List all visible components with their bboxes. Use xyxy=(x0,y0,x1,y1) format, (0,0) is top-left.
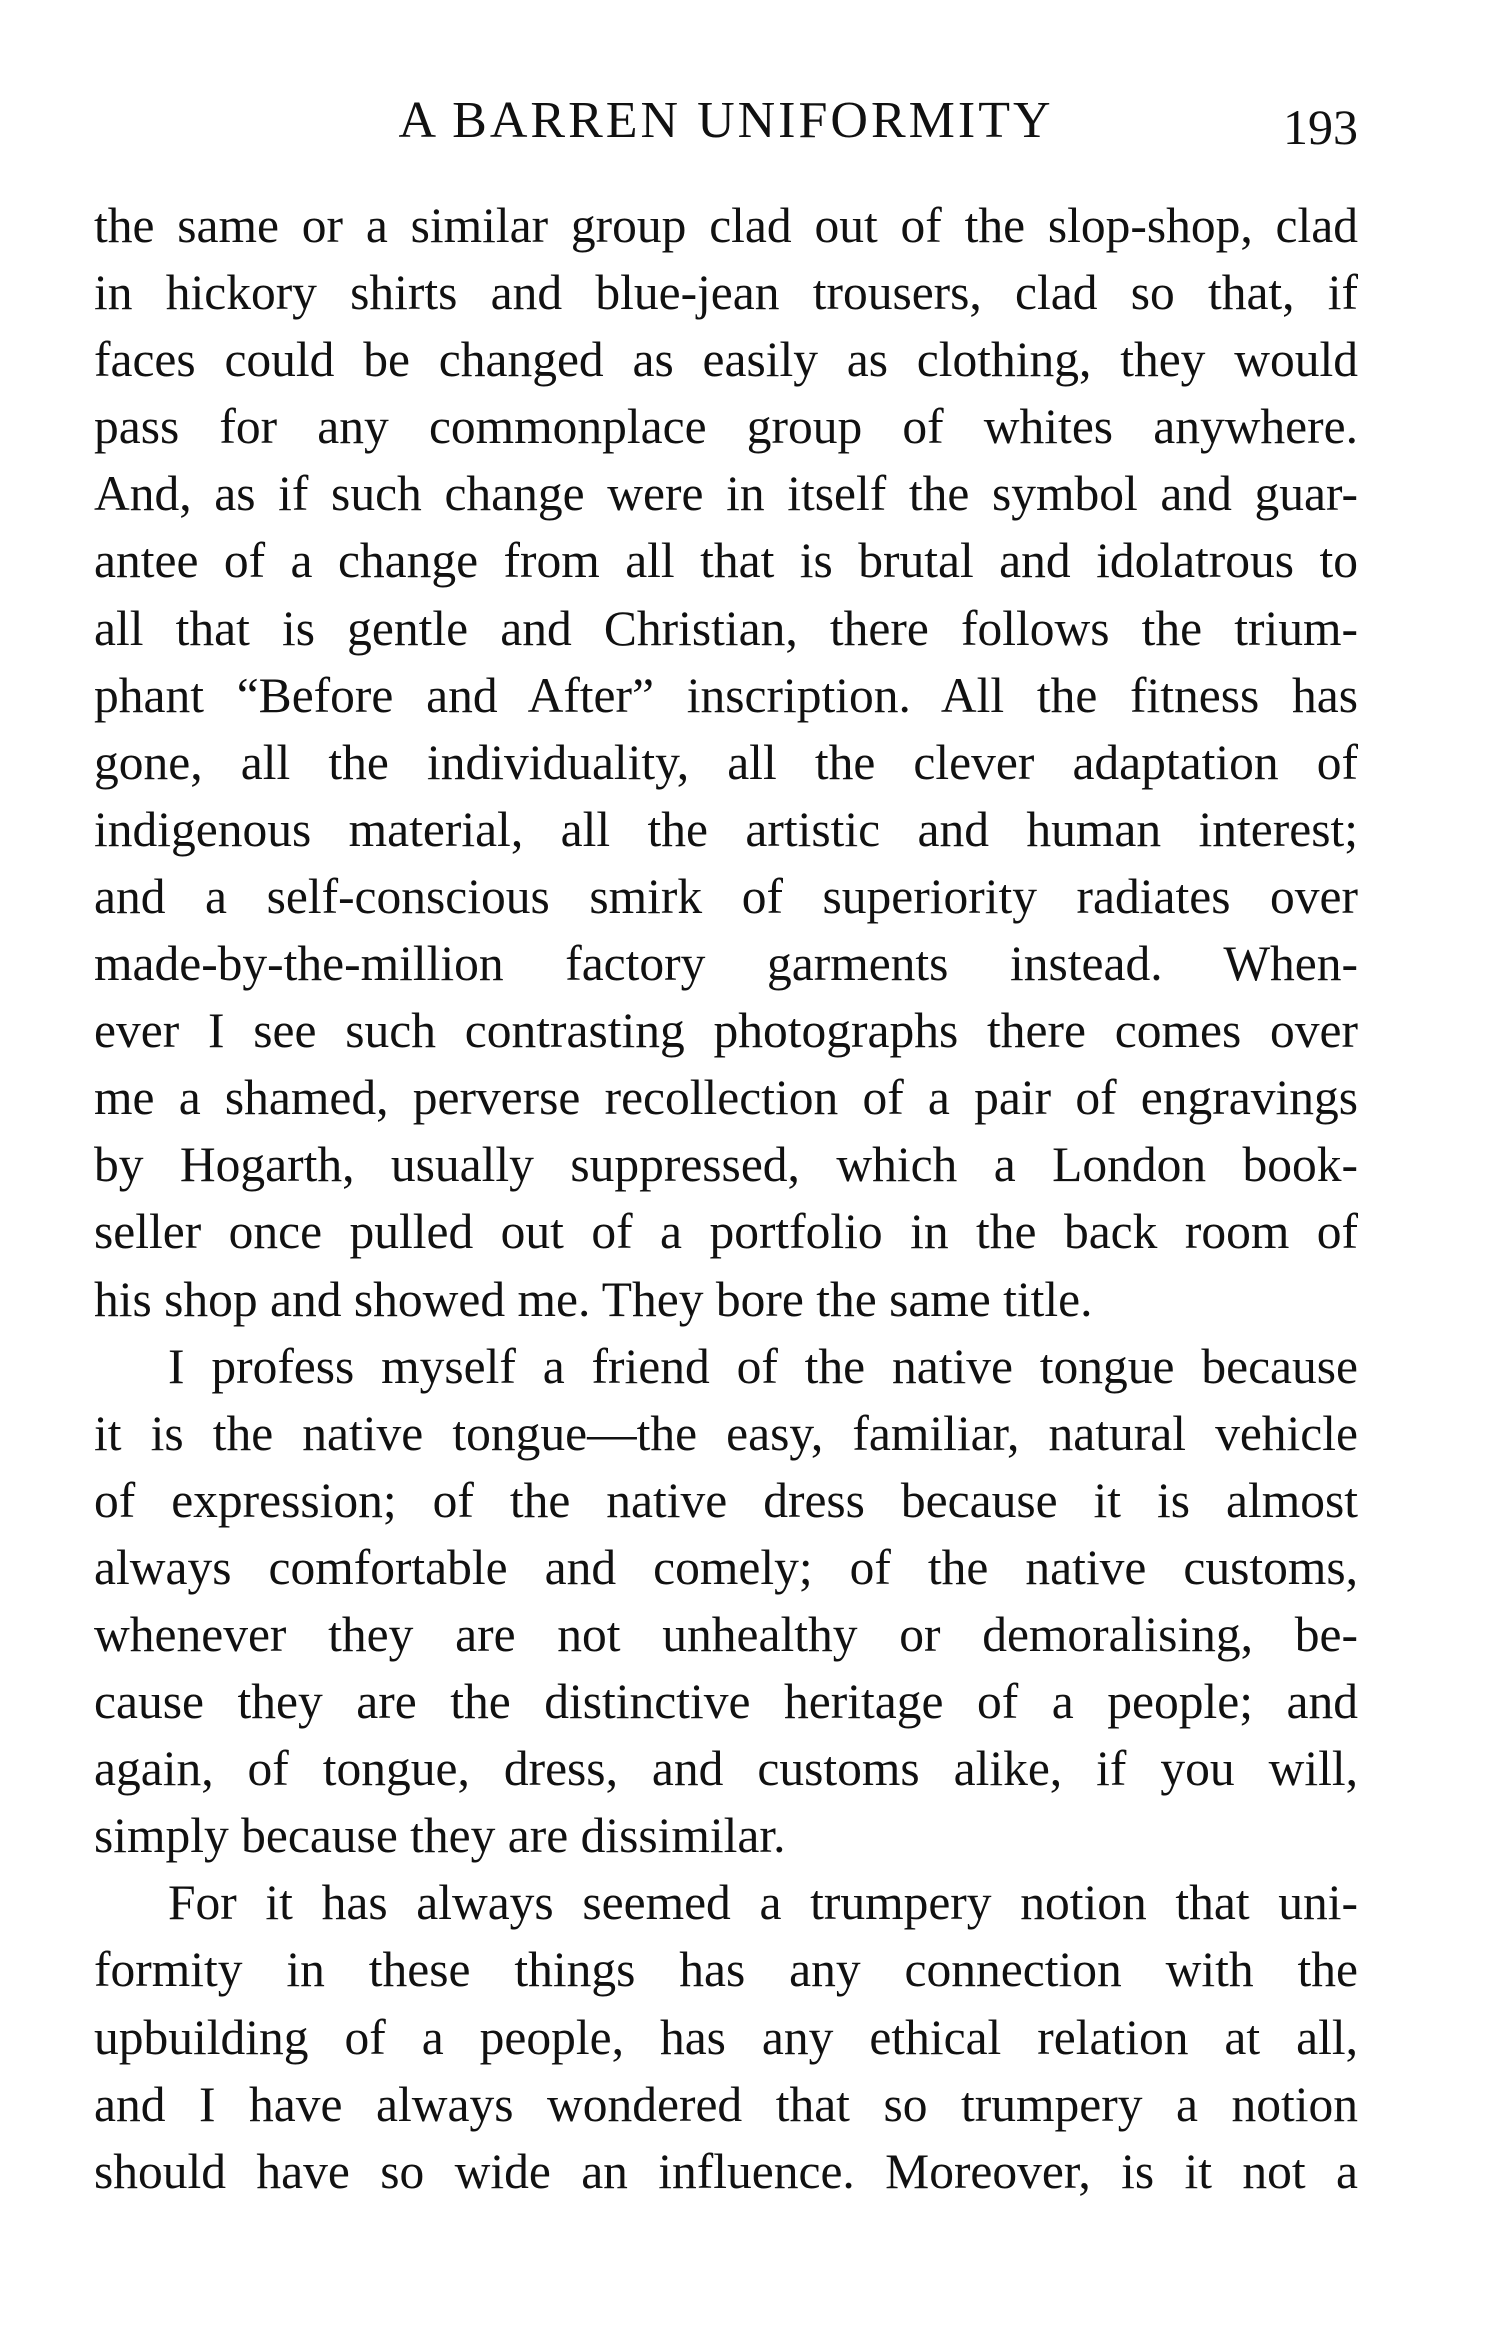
running-title: A BARREN UNIFORMITY xyxy=(398,92,1054,149)
text-line: cause they are the distinctive heritage of a people; and xyxy=(94,1674,1358,1730)
text-line: of expression; of the native dress because it is almost xyxy=(94,1472,1358,1528)
text-line: whenever they are not unhealthy or demoralising, be- xyxy=(94,1606,1358,1662)
text-line: phant “Before and After” inscription. All the fitness has xyxy=(94,667,1358,723)
text-line: me a shamed, perverse recollection of a pair of engravings xyxy=(94,1070,1358,1126)
text-line: gone, all the individuality, all the clever adaptation of xyxy=(94,734,1358,790)
running-head xyxy=(94,86,1358,156)
text-line: the same or a similar group clad out of the slop-shop, clad xyxy=(94,198,1358,253)
page-number: 193 xyxy=(1283,99,1358,155)
text-line: made-by-the-million factory garments instead. When- xyxy=(94,936,1358,992)
text-line: faces could be changed as easily as clothing, they would xyxy=(94,332,1358,388)
text-line: indigenous material, all the artistic and human interest; xyxy=(94,801,1358,857)
text-line: And, as if such change were in itself the symbol and guar- xyxy=(94,466,1358,522)
text-line: all that is gentle and Christian, there follows the trium- xyxy=(94,600,1358,656)
text-line: upbuilding of a people, has any ethical relation at all, xyxy=(94,2009,1358,2065)
paragraph-end-line: his shop and showed me. They bore the same title. xyxy=(94,1271,1093,1327)
paragraph-end-line: simply because they are dissimilar. xyxy=(94,1808,786,1864)
text-line: antee of a change from all that is brutal and idolatrous to xyxy=(94,533,1358,589)
text-line: formity in these things has any connection with the xyxy=(94,1942,1358,1998)
text-line: by Hogarth, usually suppressed, which a London book- xyxy=(94,1137,1358,1193)
text-line: seller once pulled out of a portfolio in the back room of xyxy=(94,1204,1358,1260)
text-line: again, of tongue, dress, and customs alike, if you will, xyxy=(94,1741,1358,1797)
body-text xyxy=(94,192,1358,2205)
text-line: always comfortable and comely; of the native customs, xyxy=(94,1539,1358,1595)
text-line: ever I see such contrasting photographs there comes over xyxy=(94,1003,1358,1059)
text-line: it is the native tongue—the easy, familiar, natural vehicle xyxy=(94,1405,1358,1461)
paragraph-start-line: I profess myself a friend of the native tongue because xyxy=(168,1338,1358,1394)
text-line: in hickory shirts and blue-jean trousers, clad so that, if xyxy=(94,265,1358,321)
text-line: should have so wide an influence. Moreover, is it not a xyxy=(94,2143,1358,2199)
text-line: and a self-conscious smirk of superiority radiates over xyxy=(94,868,1358,924)
text-line: pass for any commonplace group of whites anywhere. xyxy=(94,399,1358,455)
paragraph-start-line: For it has always seemed a trumpery notion that uni- xyxy=(168,1875,1358,1931)
text-line: and I have always wondered that so trumpery a notion xyxy=(94,2076,1358,2132)
